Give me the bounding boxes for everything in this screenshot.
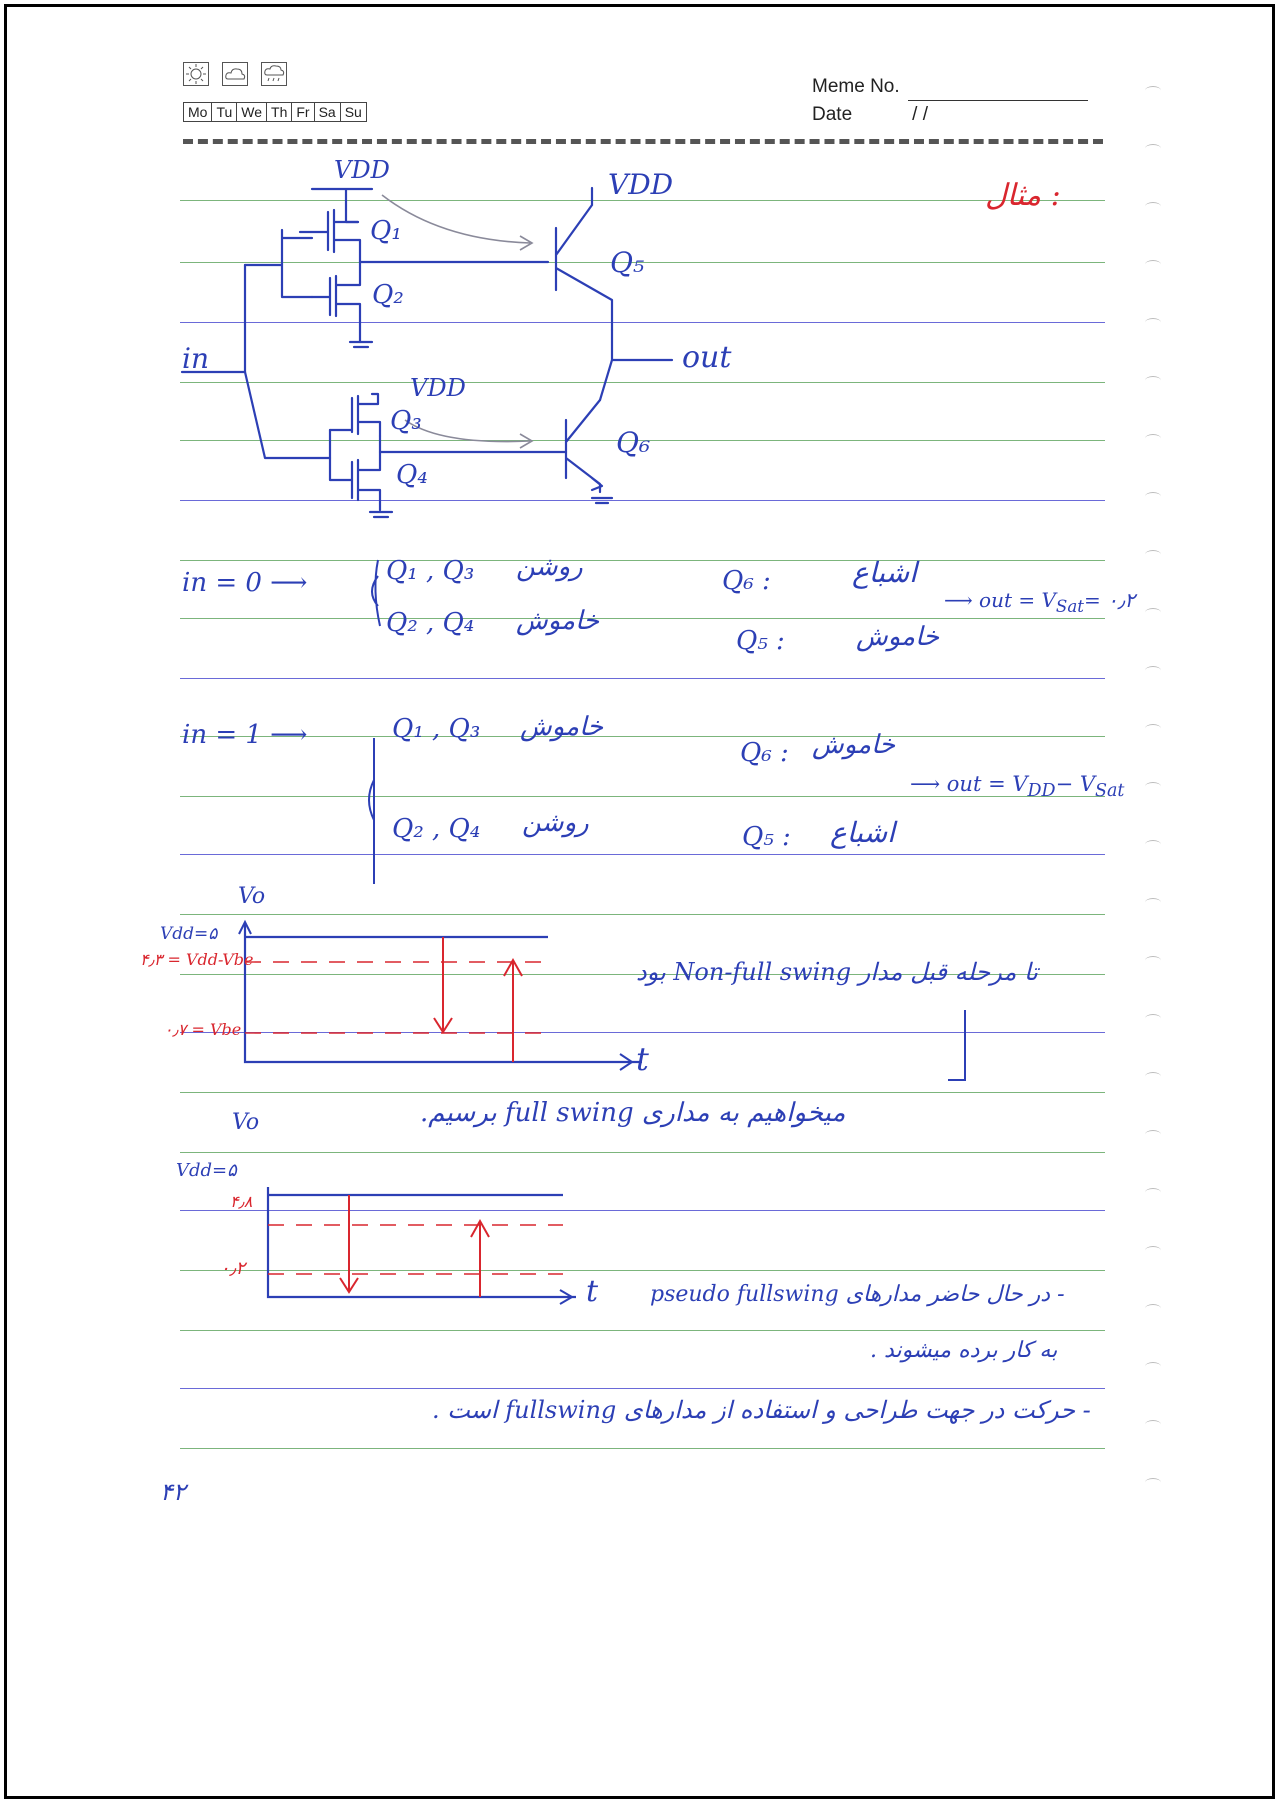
date-label: Date: [812, 104, 853, 125]
case1-state2: خاموش: [516, 606, 600, 636]
graph-1: [239, 922, 965, 1080]
case2-state1: خاموش: [520, 712, 604, 742]
graph-2: [268, 1187, 576, 1304]
case2-result-tail-sub: Sat: [1095, 781, 1125, 802]
graph1-level-low: ۰٫۷ = Vbe: [164, 1020, 242, 1039]
graph1-y-axis: Vo: [238, 884, 266, 909]
case1-q6: Q₆ :: [722, 566, 771, 596]
memo-label: Meme No.: [812, 76, 900, 97]
label-q1: Q₁: [370, 216, 402, 246]
day-mo: Mo: [183, 102, 212, 122]
day-tu: Tu: [211, 102, 237, 122]
graph2-y-axis: Vo: [232, 1110, 260, 1135]
graph1-x-axis: t: [636, 1040, 649, 1078]
graph1-note: تا مرحله قبل مدار Non-full swing بود: [636, 958, 1038, 986]
case1-result-tail: = ۰٫۲: [1083, 588, 1136, 612]
label-in: in: [182, 342, 209, 375]
graph2-note2: - حرکت در جهت طراحی و استفاده از مدارهای fullswing است .: [432, 1396, 1091, 1424]
page-number: ۴۲: [160, 1478, 186, 1506]
case2-result-main: ⟶ out = V: [910, 772, 1028, 796]
vdd-label-mid: VDD: [410, 374, 466, 402]
date-separator: / /: [912, 104, 928, 125]
case1-q6-state: اشباع: [852, 556, 917, 589]
case2-condition: in = 1 ⟶: [182, 720, 308, 750]
case1-q5: Q₅ :: [736, 626, 785, 656]
case2-q5: Q₅ :: [742, 822, 791, 852]
case2-pair1: Q₁ , Q₃: [392, 714, 481, 744]
case2-q6: Q₆ :: [740, 738, 789, 768]
case1-result-sub: Sat: [1055, 597, 1084, 616]
case1-pair1: Q₁ , Q₃: [386, 556, 475, 586]
case1-pair2: Q₂ , Q₄: [386, 608, 475, 638]
day-th: Th: [266, 102, 292, 122]
case1-state1: روشن: [516, 552, 583, 582]
vdd-label-top-left: VDD: [334, 156, 390, 184]
case2-q5-state: اشباع: [830, 816, 895, 849]
graph1-level-mid: ۴٫۳ = Vdd-Vbe: [140, 950, 254, 969]
label-out: out: [682, 340, 732, 375]
day-fr: Fr: [291, 102, 314, 122]
day-sa: Sa: [314, 102, 341, 122]
label-q5: Q₅: [610, 246, 645, 279]
case-braces: [369, 560, 380, 884]
graph1-level-top: Vdd=۵: [160, 924, 218, 944]
graph2-level-low: ۰٫۲: [220, 1258, 246, 1279]
graph2-level-top: Vdd=۵: [176, 1160, 237, 1181]
case2-result-tail: − V: [1055, 772, 1095, 796]
day-su: Su: [340, 102, 367, 122]
vdd-label-top-right: VDD: [608, 168, 674, 201]
case2-pair2: Q₂ , Q₄: [392, 814, 481, 844]
case2-state2: روشن: [522, 808, 589, 838]
case1-result: [944, 588, 1135, 616]
graph2-note-cont: به کار برده میشوند .: [870, 1338, 1058, 1363]
label-q2: Q₂: [372, 280, 404, 310]
label-q4: Q₄: [396, 460, 428, 490]
graph2-note: - در حال حاضر مدارهای pseudo fullswing: [650, 1282, 1065, 1307]
example-title: مثال :: [985, 178, 1061, 213]
case1-result-main: ⟶ out = V: [944, 588, 1056, 612]
case1-q5-state: خاموش: [856, 622, 940, 652]
label-q6: Q₆: [616, 426, 651, 459]
graph2-x-axis: t: [586, 1274, 599, 1309]
case2-result-sub: DD: [1027, 781, 1056, 802]
case2-result: [910, 772, 1124, 801]
graph1-note2: میخواهیم به مداری full swing برسیم.: [420, 1098, 846, 1128]
case2-q6-state: خاموش: [812, 730, 896, 760]
day-we: We: [236, 102, 267, 122]
graph2-level-mid: ۴٫۸: [230, 1192, 253, 1211]
case1-condition: in = 0 ⟶: [182, 568, 308, 598]
label-q3: Q₃: [390, 406, 422, 436]
